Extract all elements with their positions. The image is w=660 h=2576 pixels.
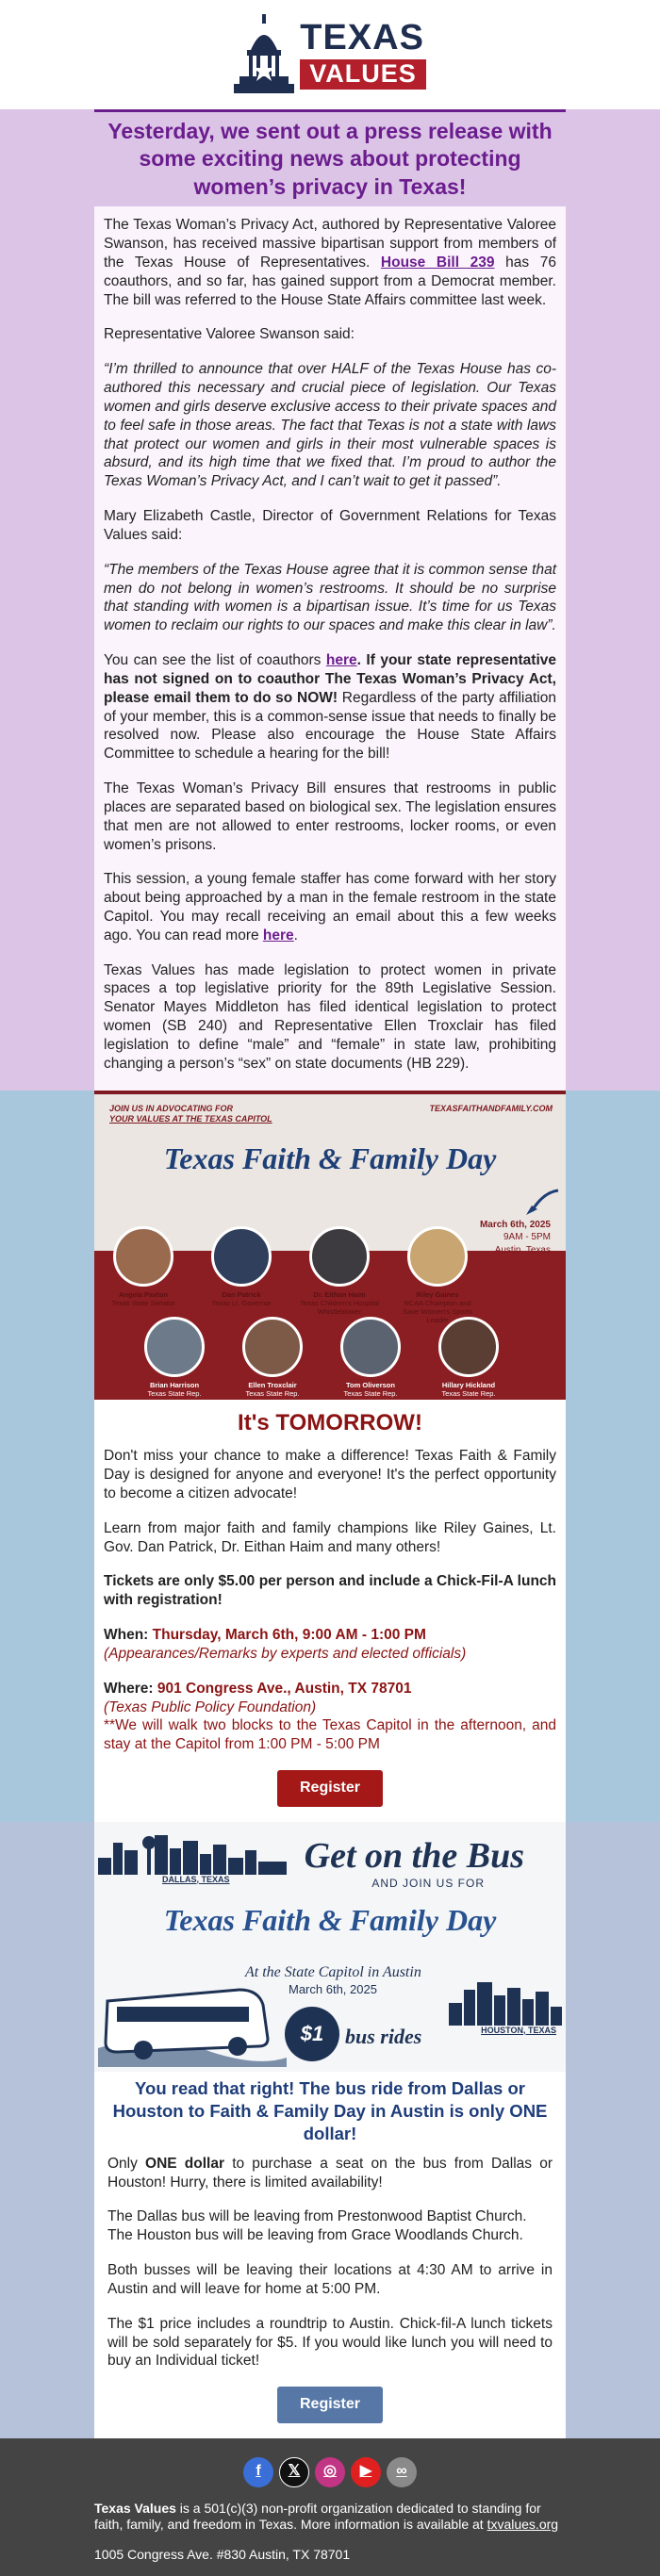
bus-banner-title: Get on the Bus xyxy=(304,1835,524,1876)
bus-banner-event: Texas Faith & Family Day xyxy=(163,1902,497,1937)
coauthors-link[interactable]: here xyxy=(325,652,357,669)
press-body xyxy=(94,206,566,1090)
arrow-icon xyxy=(524,1187,562,1219)
banner-title: Texas Faith & Family Day xyxy=(163,1140,497,1175)
speaker-card: Riley Gaines NCAA Champion and Save Women's Sports Leader xyxy=(395,1226,480,1324)
press-release-section xyxy=(0,109,660,1091)
speaker-card: Brian Harrison Texas State Rep. xyxy=(132,1317,217,1398)
staffer-story-link[interactable]: here xyxy=(262,927,294,943)
houston-label: HOUSTON, TEXAS xyxy=(481,2025,556,2035)
capitol-dome-icon xyxy=(234,12,294,97)
dallas-label: DALLAS, TEXAS xyxy=(162,1874,230,1884)
banner-site: TEXASFAITHANDFAMILY.COM xyxy=(429,1103,553,1113)
logo-band xyxy=(0,0,660,109)
press-paragraph-6: This session, a young female staffer has come forward with her story about being approached by a man in the female restroom in the state Capitol. You may recall receiving an email about this a few weeks ago. You can read more here. xyxy=(104,871,556,943)
speaker-card: Dr. Eithan Haim Texas Children's Hospital Whistleblower xyxy=(297,1226,382,1316)
bus-icon xyxy=(98,1973,287,2067)
bus-banner-at: At the State Capitol in Austin xyxy=(245,1963,421,1980)
press-headline-box xyxy=(94,109,566,206)
footer-about: Texas Values is a 501(c)(3) non-profit organization dedicated to standing for faith, family, and freedom in Texas. More information is available at txvalues.org xyxy=(94,2500,559,2533)
bus-register-button[interactable]: Register xyxy=(277,2387,383,2422)
youtube-icon[interactable]: ▶ xyxy=(351,2457,381,2487)
house-bill-239-link[interactable]: House Bill 239 xyxy=(380,254,495,271)
speaker-card: Angela Paxton Texas State Senator xyxy=(101,1226,186,1307)
speaker-card: Hillary Hickland Texas State Rep. xyxy=(426,1317,511,1398)
bus-body xyxy=(94,2072,566,2438)
castle-quote: “The members of the Texas House agree that it is common sense that men do not belong in women’s restrooms. It should be no surprise that standing with women is a bipartisan issue. It’s time for us Texas women to reclaim our rights to our spaces and make this clear in law”. xyxy=(104,561,556,634)
x-twitter-icon[interactable]: 𝕏 xyxy=(279,2457,309,2487)
speaker-card: Dan Patrick Texas Lt. Governor xyxy=(199,1226,284,1307)
texas-values-logo[interactable] xyxy=(234,12,426,97)
press-headline: Yesterday, we sent out a press release with some exciting news about protecting women’s privacy in Texas! xyxy=(107,119,553,199)
speaker-card: Tom Oliverson Texas State Rep. xyxy=(328,1317,413,1398)
family-day-banner[interactable] xyxy=(94,1091,566,1400)
family-day-body xyxy=(94,1400,566,1822)
footer xyxy=(0,2438,660,2576)
bus-paragraph-4: The $1 price includes a roundtrip to Austin. Chick-fil-A lunch tickets will be sold separately for $5. If you would like lunch you will need to buy an Individual ticket! xyxy=(107,2315,553,2370)
bus-section xyxy=(0,1822,660,2438)
bus-rides-label: bus rides xyxy=(345,2024,422,2048)
press-paragraph-3: Mary Elizabeth Castle, Director of Government Relations for Texas Values said: xyxy=(104,508,556,543)
social-links xyxy=(94,2457,566,2487)
press-paragraph-2: Representative Valoree Swanson said: xyxy=(104,326,355,343)
banner-date: March 6th, 2025 9AM - 5PM Austin, Texas xyxy=(479,1219,551,1255)
logo-values-text: VALUES xyxy=(300,59,426,90)
banner-tagline: JOIN US IN ADVOCATING FOR YOUR VALUES AT THE TEXAS CAPITOL xyxy=(109,1103,272,1124)
day-when: When: Thursday, March 6th, 9:00 AM - 1:00 PM (Appearances/Remarks by experts and elected officials) xyxy=(104,1627,467,1662)
bus-banner-date: March 6th, 2025 xyxy=(289,1981,377,1996)
day-paragraph-1: Don't miss your chance to make a difference! Texas Faith & Family Day is designed for anyone and everyone! It's the perfect opportunity to become a citizen advocate! xyxy=(104,1448,556,1501)
footer-address: 1005 Congress Ave. #830 Austin, TX 78701 xyxy=(94,2546,351,2562)
logo-texas-text: TEXAS xyxy=(300,18,424,58)
dallas-skyline-icon xyxy=(98,1829,287,1875)
bus-banner-sub: AND JOIN US FOR xyxy=(371,1876,485,1890)
press-paragraph-7: Texas Values has made legislation to protect women in private spaces a top legislative priority for the 89th Legislative Session. Senator Mayes Middleton has filed identical legislation to protect women (SB 240) and Representative Ellen Troxclair has filed legislation to define “male” and “female” in state law, prohibiting changing a person’s “sex” on state documents (HB 229). xyxy=(104,961,556,1072)
swanson-quote: “I’m thrilled to announce that over HALF of the Texas House has co-authored this necessary and crucial piece of legislation. Our Texas women and girls deserve exclusive access to their private spaces and to feel safe in those areas. The fact that Texas is not a state with laws that protect our women and girls in their most vulnerable spaces is absurd, and its high time that we fixed that. I’m proud to author the Texas Woman’s Privacy Act, and I can’t wait to get it passed”. xyxy=(104,361,556,490)
link-icon[interactable]: ∞ xyxy=(387,2457,417,2487)
day-paragraph-2: Learn from major faith and family champions like Riley Gaines, Lt. Gov. Dan Patrick, Dr. Eithan Haim and many others! xyxy=(104,1519,556,1555)
press-paragraph-5: The Texas Woman’s Privacy Bill ensures that restrooms in public places are separated based on biological sex. The legislation ensures that men are not allowed to enter restrooms, locker rooms, or even women’s prisons. xyxy=(104,780,556,853)
facebook-icon[interactable]: f xyxy=(243,2457,273,2487)
day-where: Where: 901 Congress Ave., Austin, TX 78701 (Texas Public Policy Foundation) **We will walk two blocks to the Texas Capitol in the afternoon, and stay at the Capitol from 1:00 PM - 5:00 PM xyxy=(104,1680,556,1753)
press-paragraph-4: You can see the list of coauthors here. If your state representative has not signed on to coauthor The Texas Woman’s Privacy Act, please email them to do so NOW! Regardless of the party affiliation of your member, this is a common-sense issue that needs to finally be resolved now. Please also encourage the House State Affairs Committee to schedule a hearing for the bill! xyxy=(104,652,556,763)
bus-paragraph-1: Only ONE dollar to purchase a seat on the bus from Dallas or Houston! Hurry, there is limited availability! xyxy=(107,2155,553,2190)
speaker-card: Ellen Troxclair Texas State Rep. xyxy=(230,1317,315,1398)
txvalues-link[interactable]: txvalues.org xyxy=(487,2517,559,2533)
bus-headline: You read that right! The bus ride from Dallas or Houston to Faith & Family Day in Austin is only ONE dollar! xyxy=(112,2077,548,2143)
bus-paragraph-3: Both busses will be leaving their locations at 4:30 AM to arrive in Austin and will leave for home at 5:00 PM. xyxy=(107,2262,553,2297)
day-register-button[interactable]: Register xyxy=(277,1770,383,1806)
family-day-section xyxy=(0,1091,660,1822)
instagram-icon[interactable]: ◎ xyxy=(315,2457,345,2487)
tomorrow-heading: It's TOMORROW! xyxy=(238,1409,422,1436)
bus-paragraph-2: The Dallas bus will be leaving from Prestonwood Baptist Church. The Houston bus will be leaving from Grace Woodlands Church. xyxy=(107,2208,527,2244)
bus-banner[interactable] xyxy=(94,1822,566,2072)
day-tickets: Tickets are only $5.00 per person and include a Chick-Fil-A lunch with registration! xyxy=(104,1573,556,1609)
press-paragraph-1: The Texas Woman’s Privacy Act, authored by Representative Valoree Swanson, has received massive bipartisan support from members of the Texas House of Representatives. House Bill 239 has 76 coauthors, and so far, has gained support from a Democrat member. The bill was referred to the House State Affairs committee last week. xyxy=(104,217,556,308)
price-badge: $1 xyxy=(285,2007,339,2061)
houston-skyline-icon xyxy=(449,1980,562,2026)
